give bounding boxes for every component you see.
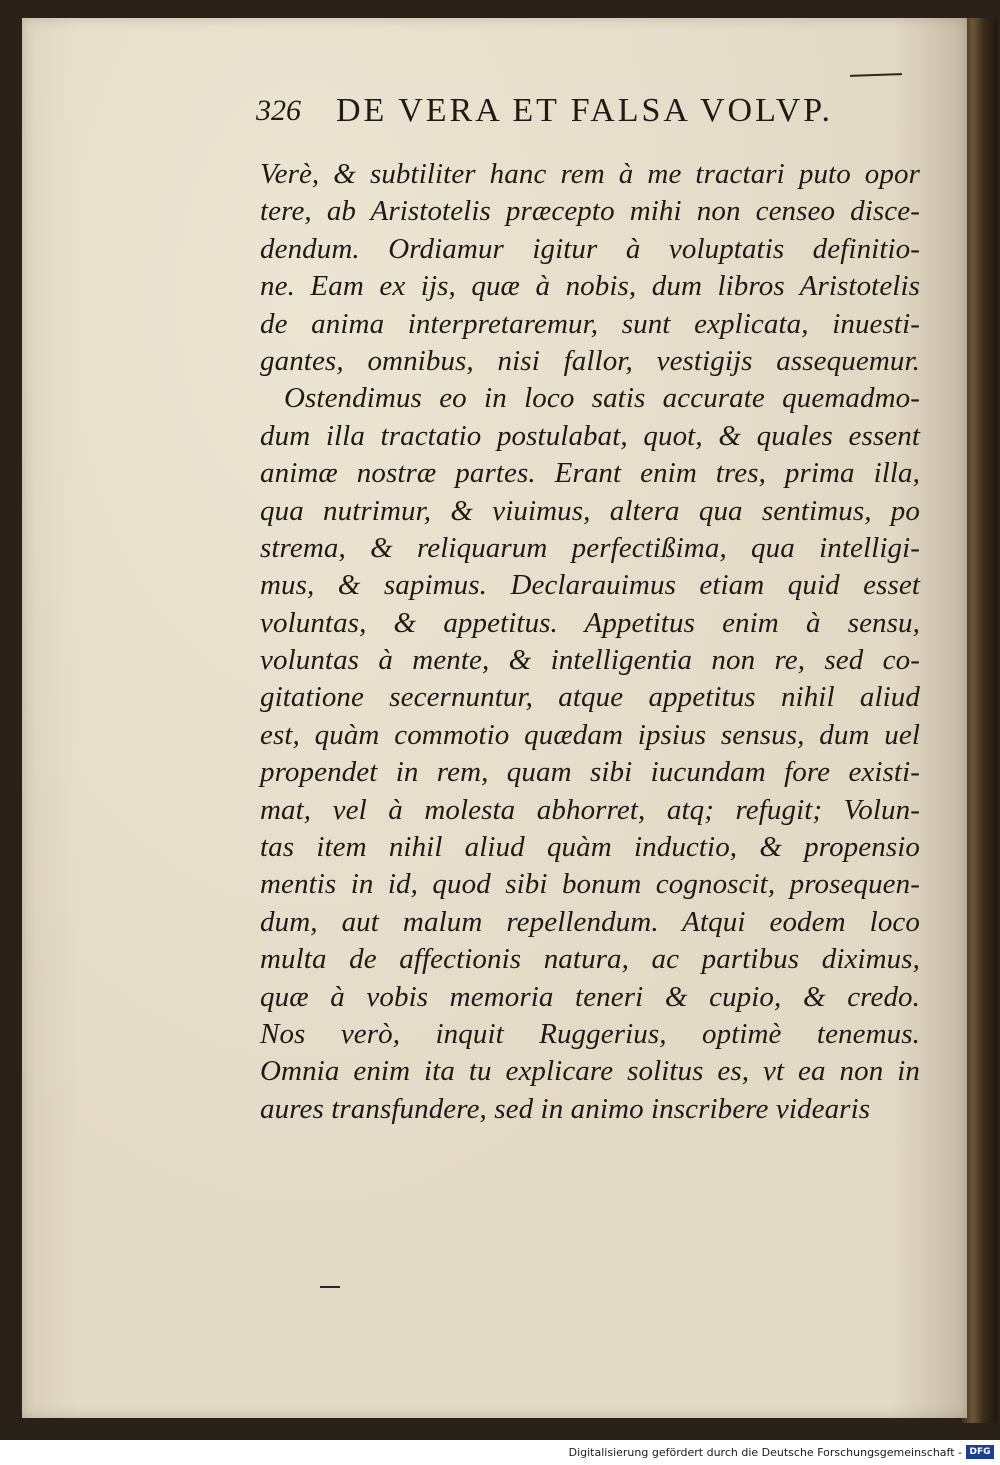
text-line: gitatione secernuntur, atque appetitus nihil aliud <box>260 681 920 714</box>
text-line: mat, vel à molesta abhorret, atq; refugit; Volun- <box>260 793 920 826</box>
text-line: propendet in rem, quam sibi iucundam fore existi- <box>260 756 920 789</box>
text-line: Nos verò, inquit Ruggerius, optimè tenemus. <box>260 1017 920 1050</box>
funding-credit: Digitalisierung gefördert durch die Deutsche Forschungsgemeinschaft - <box>568 1446 962 1459</box>
text-line: ne. Eam ex ijs, quæ à nobis, dum libros Aristotelis <box>260 270 920 303</box>
ink-mark <box>320 1286 340 1288</box>
text-line: mus, & sapimus. Declarauimus etiam quid esset <box>260 569 920 602</box>
text-line: multa de affectionis natura, ac partibus diximus, <box>260 943 920 976</box>
running-head <box>256 92 876 140</box>
text-line: Ostendimus eo in loco satis accurate quemadmo- <box>284 382 920 415</box>
book-fore-edge <box>962 18 998 1423</box>
text-line: aures transfundere, sed in animo inscribere videaris <box>260 1092 871 1125</box>
text-line: dum illa tractatio postulabat, quot, & quales essent <box>260 419 920 452</box>
text-line: gantes, omnibus, nisi fallor, vestigijs assequemur. <box>260 344 920 377</box>
text-line: quæ à vobis memoria teneri & cupio, & credo. <box>260 980 920 1013</box>
text-line: dum, aut malum repellendum. Atqui eodem loco <box>260 905 920 938</box>
text-line: strema, & reliquarum perfectißima, qua intelligi- <box>260 531 920 564</box>
text-line: Omnia enim ita tu explicare solitus es, vt ea non in <box>260 1055 920 1088</box>
text-line: Verè, & subtiliter hanc rem à me tractari puto opor <box>260 158 920 190</box>
text-line: qua nutrimur, & viuimus, altera qua sentimus, po <box>260 494 920 527</box>
text-line: mentis in id, quod sibi bonum cognoscit, prosequen- <box>260 868 920 901</box>
text-line: de anima interpretaremur, sunt explicata, inuesti- <box>260 307 920 340</box>
running-title: DE VERA ET FALSA VOLVP. <box>336 92 833 129</box>
body-text <box>260 156 920 1128</box>
text-line: voluntas, & appetitus. Appetitus enim à sensu, <box>260 606 920 639</box>
text-line: animæ nostræ partes. Erant enim tres, prima illa, <box>260 457 920 490</box>
text-line: tas item nihil aliud quàm inductio, & propensio <box>260 831 920 864</box>
text-line: est, quàm commotio quædam ipsius sensus, dum uel <box>260 718 920 751</box>
text-line: voluntas à mente, & intelligentia non re, sed co- <box>260 644 920 677</box>
text-line: dendum. Ordiamur igitur à voluptatis definitio- <box>260 232 920 265</box>
page-number: 326 <box>256 94 301 127</box>
dfg-logo: DFG <box>966 1445 994 1459</box>
digitization-footer <box>0 1440 1000 1465</box>
text-line: tere, ab Aristotelis præcepto mihi non censeo disce- <box>260 195 920 228</box>
